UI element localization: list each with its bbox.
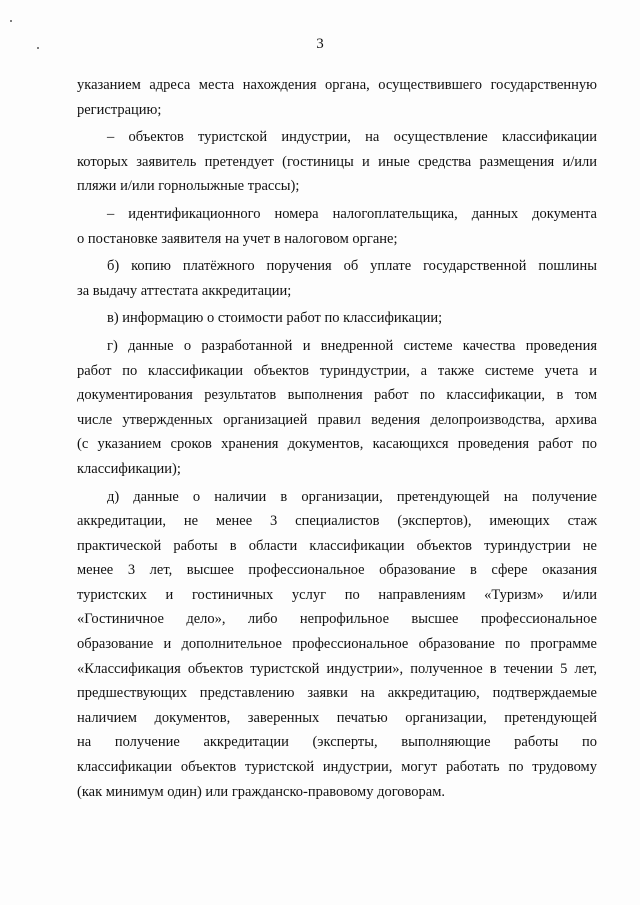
paragraph xyxy=(77,254,597,303)
text-line: практической работы в области классификации объектов туриндустрии не xyxy=(77,537,597,554)
text-line: о постановке заявителя на учет в налоговом органе; xyxy=(77,230,398,247)
text-line: числе утвержденных организацией правил ведения делопроизводства, архива xyxy=(77,411,597,428)
text-line: наличием документов, заверенных печатью организации, претендующей xyxy=(77,709,597,726)
text-line: классификации объектов туристской индустрии, могут работать по трудовому xyxy=(77,759,597,776)
text-line: в) информацию о стоимости работ по классификации; xyxy=(107,310,443,327)
scan-speck xyxy=(10,20,12,22)
text-line: «Классификация объектов туристской индустрии», полученное в течении 5 лет, xyxy=(77,660,597,677)
text-line: туристских и гостиничных услуг по направлениям «Туризм» и/или xyxy=(77,586,597,603)
paragraph xyxy=(77,73,597,122)
text-line: менее 3 лет, высшее профессиональное образование в сфере оказания xyxy=(77,562,597,579)
text-line: образование и дополнительное профессиональное образование по программе xyxy=(77,636,597,653)
text-line: пляжи и/или горнолыжные трассы); xyxy=(77,178,300,195)
paragraph xyxy=(77,485,597,805)
text-line: (как минимум один) или гражданско-правовому договорам. xyxy=(77,783,446,800)
paragraph xyxy=(77,306,597,331)
text-line: за выдачу аттестата аккредитации; xyxy=(77,282,292,299)
text-line: указанием адреса места нахождения органа, осуществившего государственную xyxy=(77,77,597,93)
text-line: регистрацию; xyxy=(77,101,162,118)
text-line: предшествующих представлению заявки на аккредитацию, подтверждаемые xyxy=(77,685,597,702)
text-line: на получение аккредитации (эксперты, выполняющие работы по xyxy=(77,734,597,751)
paragraph xyxy=(77,334,597,482)
text-line: работ по классификации объектов туриндустрии, а также системе учета и xyxy=(77,362,597,379)
text-line: г) данные о разработанной и внедренной системе качества проведения xyxy=(107,337,597,354)
text-line: документирования результатов выполнения работ по классификации, в том xyxy=(77,387,597,404)
text-line: аккредитации, не менее 3 специалистов (экспертов), имеющих стаж xyxy=(77,513,597,530)
text-line: классификации); xyxy=(77,460,181,477)
document-body xyxy=(77,73,597,804)
text-line: – объектов туристской индустрии, на осуществление классификации xyxy=(107,129,597,146)
text-line: (с указанием сроков хранения документов, касающихся проведения работ по xyxy=(77,436,597,453)
text-line: – идентификационного номера налогоплательщика, данных документа xyxy=(107,205,597,222)
text-line: которых заявитель претендует (гостиницы и иные средства размещения и/или xyxy=(77,153,597,170)
text-line: д) данные о наличии в организации, претендующей на получение xyxy=(107,488,597,505)
page-number: 3 xyxy=(316,36,324,52)
text-line: б) копию платёжного поручения об уплате государственной пошлины xyxy=(107,258,597,275)
paragraph xyxy=(77,125,597,199)
paragraph xyxy=(77,202,597,251)
text-line: «Гостиничное дело», либо непрофильное высшее профессиональное xyxy=(77,611,597,628)
